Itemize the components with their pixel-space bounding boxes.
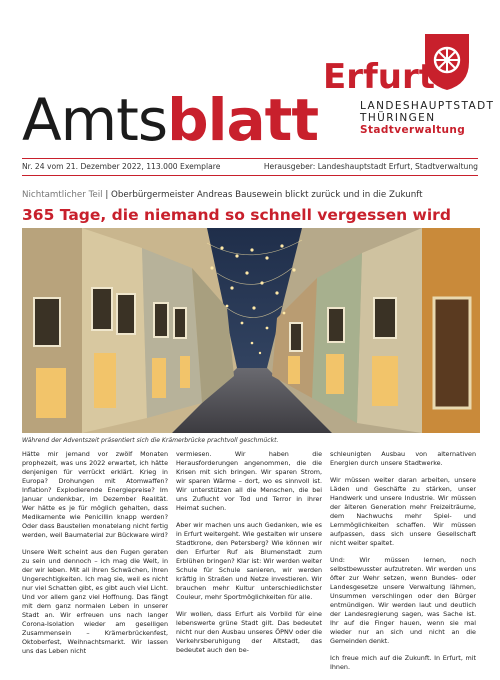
kicker-text: Oberbürgermeister Andreas Bausewein blickt zurück und in die Zukunft — [111, 190, 423, 200]
paragraph: Aber wir machen uns auch Gedanken, wie es in Erfurt weitergeht. Wie gestalten wir unsere Stadtkrone, den Petersberg? Wie können wir den Erfurter Ruf als Blumenstadt zum Erblühen bringen? Klar ist: Wir werden weiter Schule für Schule sanieren, wir werden kräftig in Straßen und Netze investieren. Wir brauchen mehr Kultur unterschiedlichster Couleur, mehr Sportmöglichkeiten für alle. — [176, 521, 322, 601]
article-column-3 — [330, 450, 476, 680]
paragraph: Wir wollen, dass Erfurt als Vorbild für eine lebenswerte grüne Stadt gilt. Das bedeutet nicht nur den Ausbau unseres ÖPNV oder die Verkehrsberuhigung der Altstadt, das bedeutet auch den be- — [176, 610, 322, 654]
logo-line-thueringen: THÜRINGEN — [360, 112, 436, 124]
kicker-separator: | — [102, 190, 112, 200]
logo-subtitle — [360, 100, 494, 136]
article-column-1 — [22, 450, 168, 664]
paragraph: Unsere Welt scheint aus den Fugen geraten zu sein und dennoch – ich mag die Welt, in der wir leben. Mit all ihren Schwächen, ihren Ungerechtigkeiten. Ich mag sie, weil es nicht nur viel Schatten gibt, es gibt auch viel Licht. Und vor allem ganz viel Hoffnung. Das fängt mit dem ganz normalen Leben in unserer Stadt an. Wir erfreuen uns nach langer Corona-Isolation wieder am geselligen Zusammensein – Krämerbrückenfest, Oktoberfest, Weihnachtsmarkt. Wir lassen uns das Leben nicht — [22, 548, 168, 655]
paragraph: Wir müssen weiter daran arbeiten, unsere Läden und Geschäfte zu stärken, unser Handwerk und unsere Industrie. Wir müssen der älteren Generation mehr Freizeiträume, dem Nachwuchs mehr Spiel- und Lernmöglichkeiten schaffen. Wir müssen aufpassen, dass sich unsere Gesellschaft nicht weiter spaltet. — [330, 476, 476, 547]
paragraph: Ich freue mich auf die Zukunft. In Erfurt, mit Ihnen. — [330, 654, 476, 671]
bottom-divider — [22, 175, 478, 176]
masthead-title — [22, 86, 319, 154]
publisher-info: Herausgeber: Landeshauptstadt Erfurt, Stadtverwaltung — [263, 162, 478, 171]
photo-caption: Während der Adventszeit präsentiert sich die Krämerbrücke prachtvoll geschmückt. — [22, 437, 279, 444]
article-headline: 365 Tage, die niemand so schnell vergessen wird — [22, 206, 451, 224]
logo-wordmark-rest: rfurt — [346, 57, 436, 97]
masthead-title-part-2: blatt — [167, 86, 319, 154]
issue-info-line — [22, 162, 478, 172]
paragraph: Hätte mir jemand vor zwölf Monaten prophezeit, was uns 2022 erwartet, ich hätte denjenigen für verrückt erklärt. Krieg in Europa? Drohungen mit Atomwaffen? Inflation? Explodierende Energiepreise? Im Januar undenkbar, im Dezember Realität. Wer hätte es je für möglich gehalten, dass Medikamente wie Penicillin knapp werden? Oder dass Baustellen monatelang nicht fertig werden, weil Baumaterial zur Bückware wird? — [22, 450, 168, 539]
article-photo — [22, 228, 480, 433]
top-divider — [22, 158, 478, 159]
kicker-section: Nichtamtlicher Teil — [22, 190, 103, 200]
logo-line-landeshauptstadt: LANDESHAUPTSTADT — [360, 100, 495, 112]
logo-wordmark-initial: E — [323, 57, 347, 97]
issue-info: Nr. 24 vom 21. Dezember 2022, 113.000 Exemplare — [22, 162, 221, 171]
logo-wordmark — [323, 58, 435, 96]
article-kicker — [22, 190, 423, 201]
article-column-2 — [176, 450, 322, 663]
logo-line-stadtverwaltung: Stadtverwaltung — [360, 124, 466, 136]
masthead-title-part-1: Amts — [22, 86, 168, 154]
paragraph: schleunigten Ausbau von alternativen Energien durch unsere Stadtwerke. — [330, 450, 476, 467]
paragraph: Und: Wir müssen lernen, noch selbstbewusster aufzutreten. Wir werden uns öfter zur Wehr setzen, wenn Bundes- oder Landesgesetze unsere Verwaltung lähmen, Unsummen verschlingen oder den Bürger entmündigen. Wir werden laut und deutlich der Landesregierung sagen, was Sache ist. Ihr auf die Finger hauen, wenn sie mal wieder nur an sich und nicht an die Gemeinden denkt. — [330, 556, 476, 645]
paragraph: vermiesen. Wir haben die Herausforderungen angenommen, die die Krisen mit sich bringen. Wir sparen Strom, wir sparen Wärme – dort, wo es sinnvoll ist. Wir unterstützen all die Menschen, die bei uns Zuflucht vor Tod und Terror in ihrer Heimat suchen. — [176, 450, 322, 512]
